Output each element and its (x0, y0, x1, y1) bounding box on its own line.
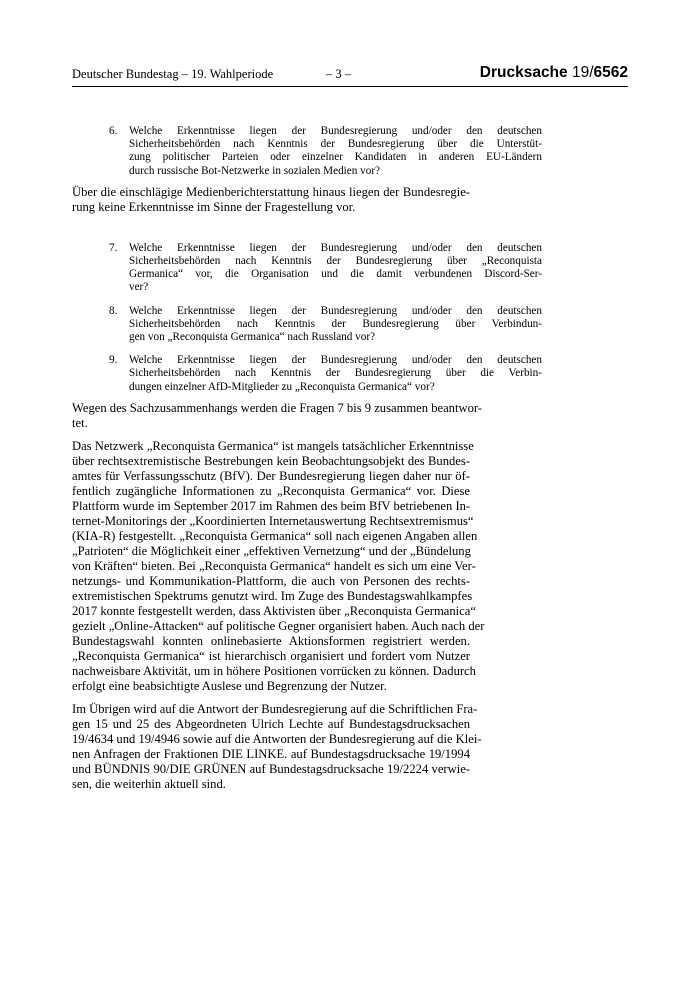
text-line: sen, die weiterhin aktuell sind. (72, 776, 226, 791)
text-line: Sicherheitsbehörden nach Kenntnis der Bundesregierung über die Unterstüt- (129, 138, 542, 151)
answer-7-9-intro (72, 400, 483, 431)
text-line: dungen einzelner AfD-Mitglieder zu „Reconquista Germanica“ vor? (129, 380, 435, 393)
text-line: extremistischen Spektrums genutzt wird. Im Zuge des Bundestagswahlkampfes (72, 588, 473, 603)
question-text (129, 242, 542, 295)
text-line: Welche Erkenntnisse liegen der Bundesregierung und/oder den deutschen (129, 241, 542, 254)
text-line: und BÜNDNIS 90/DIE GRÜNEN auf Bundestagsdrucksache 19/2224 verwie- (72, 761, 470, 776)
page-header (72, 66, 628, 87)
text-line: zung politischer Parteien oder einzelner Kandidaten in anderen EU-Ländern (129, 151, 542, 164)
document-number (480, 64, 628, 82)
text-line: amtes für Verfassungsschutz (BfV). Der Bundesregierung liegen daher nur öf- (72, 468, 470, 483)
question-text (129, 125, 542, 178)
text-line: „Patrioten“ die Möglichkeit einer „effektiven Vernetzung“ und der „Bündelung (72, 543, 471, 558)
text-line: erfolgt eine beabsichtigte Auslese und Begrenzung der Nutzer. (72, 678, 387, 693)
document-label: Drucksache (479, 64, 568, 81)
question-6 (72, 125, 628, 178)
text-line: Bundestagswahl konnten onlinebasierte Aktionsformen registriert werden. (72, 633, 470, 648)
answer-7-9-references (72, 701, 482, 792)
text-line: Germanica“ vor, die Organisation und die damit verbundenen Discord-Ser- (129, 268, 542, 281)
text-line: von Kräften“ bieten. Bei „Reconquista Germanica“ handelt es sich um eine Ver- (72, 558, 476, 573)
question-text (129, 305, 542, 345)
text-line: ver? (129, 281, 149, 294)
text-line: Plattform wurde im September 2017 im Rahmen des beim BfV betriebenen In- (72, 498, 471, 513)
document-page (72, 66, 628, 792)
text-line: netzungs- und Kommunikation-Plattform, die auch von Personen des rechts- (72, 573, 470, 588)
text-line: gezielt „Online-Attacken“ auf politische Gegner organisiert haben. Auch nach der (72, 618, 485, 633)
document-number-plain: 19/ (567, 64, 594, 81)
text-line: Über die einschlägige Medienberichterstattung hinaus liegen der Bundesregie- (72, 184, 470, 199)
text-line: Wegen des Sachzusammenhangs werden die Fragen 7 bis 9 zusammen beantwor- (72, 400, 483, 415)
text-line: 2017 konnte festgestellt werden, dass Aktivisten über „Reconquista Germanica“ (72, 603, 476, 618)
question-number: 7. (109, 241, 118, 254)
answer-6 (72, 185, 470, 215)
text-line: Welche Erkenntnisse liegen der Bundesregierung und/oder den deutschen (129, 125, 542, 137)
text-line: gen 15 und 25 des Abgeordneten Ulrich Lechte auf Bundestagsdrucksachen (72, 716, 470, 731)
document-number-bold: 6562 (593, 64, 628, 81)
text-line: gen von „Reconquista Germanica“ nach Russland vor? (129, 331, 376, 344)
question-7 (72, 242, 628, 295)
header-title: Deutscher Bundestag – 19. Wahlperiode (72, 67, 274, 81)
question-text (129, 354, 542, 394)
text-line: fentlich zugängliche Informationen zu „Reconquista Germanica“ vor. Diese (72, 483, 470, 498)
text-line: Sicherheitsbehörden nach Kenntnis der Bundesregierung über „Reconquista (129, 255, 542, 268)
text-line: Welche Erkenntnisse liegen der Bundesregierung und/oder den deutschen (129, 354, 542, 367)
text-line: Sicherheitsbehörden nach Kenntnis der Bundesregierung über Verbindun- (129, 317, 542, 330)
text-line: rung keine Erkenntnisse im Sinne der Fragestellung vor. (72, 199, 356, 214)
text-line: nachweisbare Aktivität, um in höhere Positionen vorrücken zu können. Dadurch (72, 663, 476, 678)
question-9 (72, 354, 628, 394)
text-line: Sicherheitsbehörden nach Kenntnis der Bundesregierung über die Verbin- (129, 367, 542, 380)
text-line: Das Netzwerk „Reconquista Germanica“ ist mangels tatsächlicher Erkenntnisse (72, 438, 474, 453)
question-number: 6. (109, 125, 118, 137)
text-line: durch russische Bot-Netzwerke in sozialen Medien vor? (129, 164, 381, 177)
text-line: (KIA-R) festgestellt. „Reconquista Germanica“ soll nach eigenen Angaben allen (72, 528, 478, 543)
text-line: Welche Erkenntnisse liegen der Bundesregierung und/oder den deutschen (129, 304, 542, 317)
text-line: 19/4634 und 19/4946 sowie auf die Antworten der Bundesregierung auf die Klei- (72, 731, 482, 746)
text-line: „Reconquista Germanica“ ist hierarchisch organisiert und fordert vom Nutzer (72, 648, 470, 663)
text-line: Im Übrigen wird auf die Antwort der Bundesregierung auf die Schriftlichen Fra- (72, 701, 478, 716)
text-line: nen Anfragen der Fraktionen DIE LINKE. auf Bundestagsdrucksache 19/1994 (72, 746, 470, 761)
answer-7-9-main (72, 438, 485, 694)
question-number: 8. (109, 304, 118, 317)
text-line: ternet-Monitorings der „Koordinierten Internetauswertung Rechtsextremismus“ (72, 513, 474, 528)
text-line: tet. (72, 415, 88, 430)
question-number: 9. (109, 354, 118, 367)
text-line: über rechtsextremistische Bestrebungen kein Beobachtungsobjekt des Bundes- (72, 453, 470, 468)
page-number: – 3 – (326, 67, 351, 81)
question-8 (72, 305, 628, 345)
